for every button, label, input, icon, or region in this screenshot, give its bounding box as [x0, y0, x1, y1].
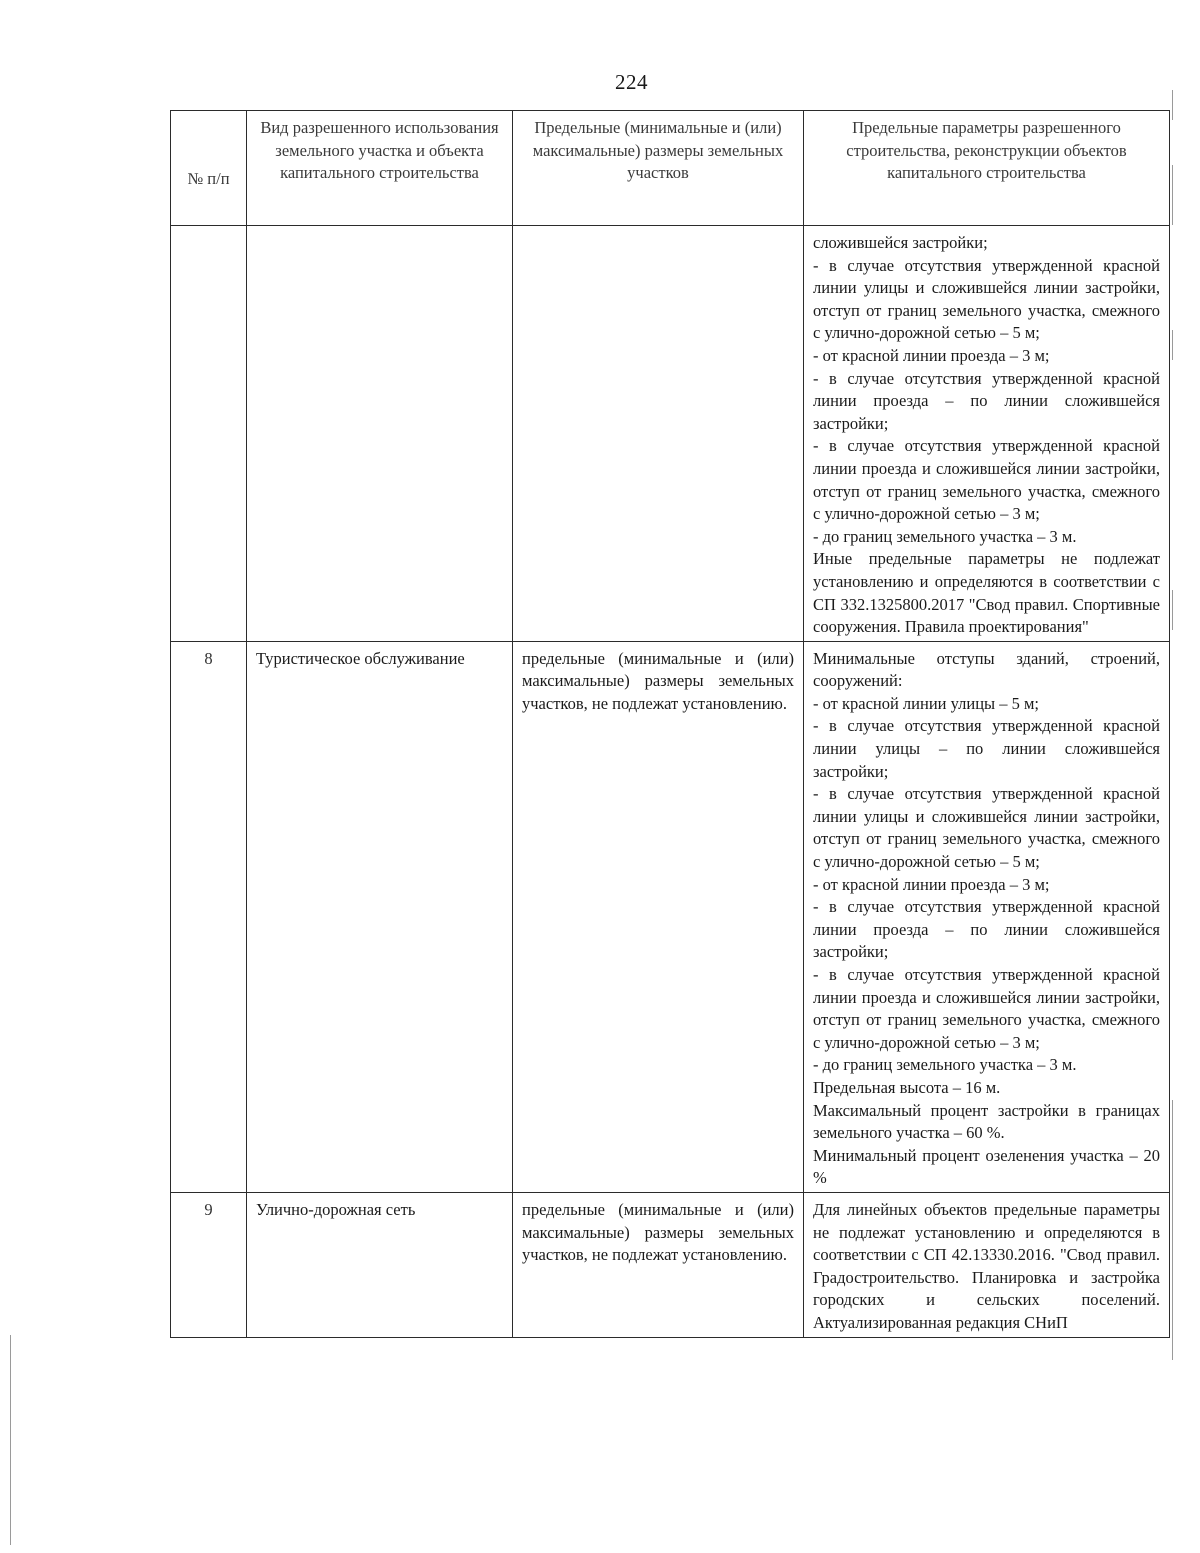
row-construction-params [804, 641, 1170, 1192]
row-usage-kind [247, 226, 513, 642]
row-usage-kind: Туристическое обслуживание [247, 641, 513, 1192]
table-row [171, 1192, 1170, 1337]
param-line: - в случае отсутствия утвержденной красной линии проезда и сложившейся линии застройки, отступ от границ земельного участка, смежного с улично-дорожной сетью – 3 м; [813, 965, 1160, 1052]
header-num: № п/п [171, 111, 247, 226]
parameters-table [170, 110, 1170, 1338]
row-plot-sizes: предельные (минимальные и (или) максимальные) размеры земельных участков, не подлежат установлению. [513, 1192, 804, 1337]
scan-edge-mark [1172, 90, 1173, 120]
param-line: Минимальный процент озеленения участка – 20 % [813, 1145, 1160, 1188]
param-line: - от красной линии улицы – 5 м; [813, 693, 1040, 713]
row-num [171, 226, 247, 642]
table-row [171, 641, 1170, 1192]
param-line: - в случае отсутствия утвержденной красной линии улицы и сложившейся линии застройки, отступ от границ земельного участка, смежного с улично-дорожной сетью – 5 м; [813, 784, 1160, 872]
param-line: - от красной линии проезда – 3 м; [813, 874, 1050, 894]
param-line: - в случае отсутствия утвержденной красной линии проезда – по линии сложившейся застройки; [813, 368, 1160, 433]
row-plot-sizes: предельные (минимальные и (или) максимальные) размеры земельных участков, не подлежат установлению. [513, 641, 804, 1192]
scan-edge-mark [1172, 330, 1173, 360]
scan-edge-mark [1172, 590, 1173, 630]
header-construction-params: Предельные параметры разрешенного строительства, реконструкции объектов капитального строительства [804, 111, 1170, 226]
param-line: - в случае отсутствия утвержденной красной линии улицы и сложившейся линии застройки, отступ от границ земельного участка, смежного с улично-дорожной сетью – 5 м; [813, 255, 1160, 343]
scan-edge-mark [1172, 1100, 1173, 1360]
table-row [171, 226, 1170, 642]
param-line: Максимальный процент застройки в границах земельного участка – 60 %. [813, 1100, 1160, 1143]
row-num: 9 [171, 1192, 247, 1337]
param-line: Иные предельные параметры не подлежат установлению и определяются в соответствии с СП 332.1325800.2017 "Свод правил. Спортивные сооружения. Правила проектирования" [813, 549, 1160, 637]
row-usage-kind: Улично-дорожная сеть [247, 1192, 513, 1337]
row-num: 8 [171, 641, 247, 1192]
scan-edge-mark [10, 1335, 11, 1545]
page-number: 224 [615, 70, 648, 94]
param-line: сложившейся застройки; [813, 233, 988, 252]
header-plot-sizes: Предельные (минимальные и (или) максимальные) размеры земельных участков [513, 111, 804, 226]
param-line: - в случае отсутствия утвержденной красной линии проезда и сложившейся линии застройки, отступ от границ земельного участка, смежного с улично-дорожной сетью – 3 м; [813, 436, 1160, 524]
table-header-row [171, 111, 1170, 226]
param-line: - в случае отсутствия утвержденной красной линии проезда – по линии сложившейся застройки; [813, 897, 1160, 962]
param-line: - в случае отсутствия утвержденной красной линии улицы – по линии сложившейся застройки; [813, 716, 1160, 781]
scan-edge-mark [1172, 165, 1173, 225]
row-construction-params [804, 1192, 1170, 1337]
row-plot-sizes [513, 226, 804, 642]
row-construction-params [804, 226, 1170, 642]
header-usage-kind: Вид разрешенного использования земельного участка и объекта капитального строительства [247, 111, 513, 226]
param-line: - до границ земельного участка – 3 м. [813, 526, 1077, 546]
param-line: Минимальные отступы зданий, строений, сооружений: [813, 648, 1160, 691]
param-line: Для линейных объектов предельные параметры не подлежат установлению и определяются в соответствии с СП 42.13330.2016. "Свод правил. Градостроительство. Планировка и застройка городских и сельских поселений. Актуализированная редакция СНиП [813, 1199, 1160, 1332]
param-line: - от красной линии проезда – 3 м; [813, 345, 1050, 365]
param-line: - до границ земельного участка – 3 м. [813, 1055, 1077, 1075]
param-line: Предельная высота – 16 м. [813, 1077, 1001, 1097]
